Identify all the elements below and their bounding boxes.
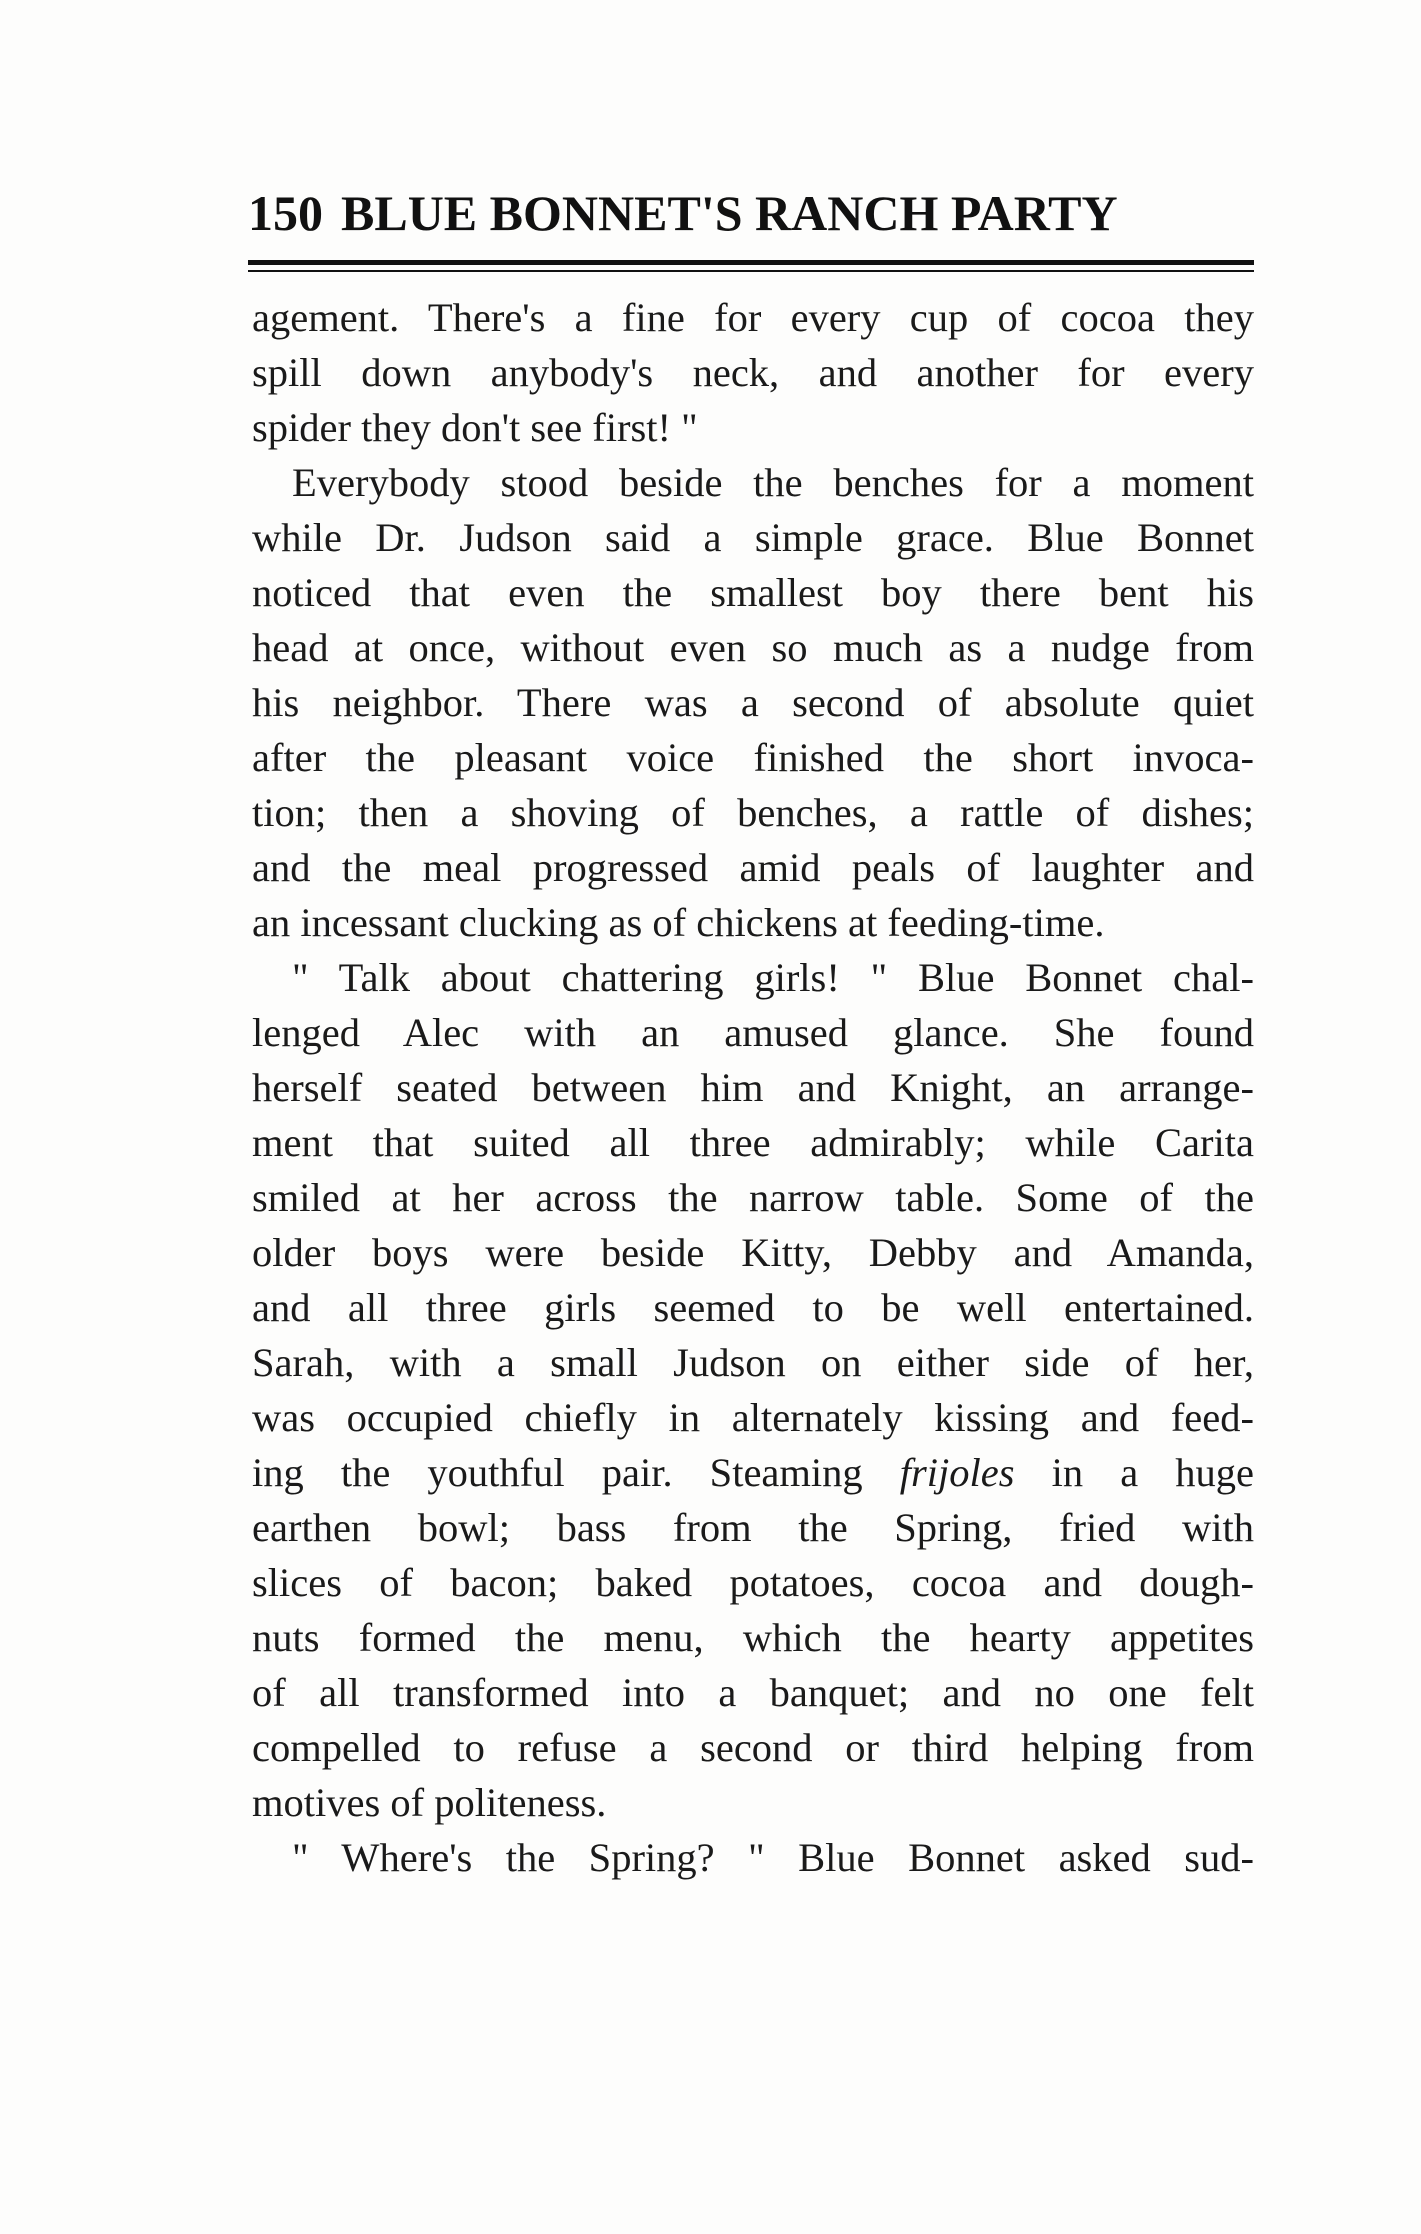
text-line: herself seated between him and Knight, an arrange- [252, 1065, 1254, 1110]
text-line: after the pleasant voice finished the short invoca- [252, 735, 1254, 780]
running-title: BLUE BONNET'S RANCH PARTY [341, 185, 1118, 241]
text-line: motives of politeness. [252, 1780, 607, 1825]
text-line: an incessant clucking as of chickens at feeding-time. [252, 900, 1105, 945]
text-line: earthen bowl; bass from the Spring, fried with [252, 1505, 1254, 1550]
text-line: lenged Alec with an amused glance. She found [252, 1010, 1254, 1055]
text-line: ment that suited all three admirably; while Carita [252, 1120, 1254, 1165]
body-text [252, 290, 1254, 1885]
text-line: smiled at her across the narrow table. Some of the [252, 1175, 1254, 1220]
text-line: tion; then a shoving of benches, a rattle of dishes; [252, 790, 1254, 835]
text-line: older boys were beside Kitty, Debby and Amanda, [252, 1230, 1254, 1275]
text-line: head at once, without even so much as a nudge from [252, 625, 1254, 670]
text-line: Sarah, with a small Judson on either side of her, [252, 1340, 1254, 1385]
text-line: slices of bacon; baked potatoes, cocoa and dough- [252, 1560, 1254, 1605]
text-line: compelled to refuse a second or third helping from [252, 1725, 1254, 1770]
text-line: noticed that even the smallest boy there bent his [252, 570, 1254, 615]
text-line: while Dr. Judson said a simple grace. Blue Bonnet [252, 515, 1254, 560]
text-line: of all transformed into a banquet; and no one felt [252, 1670, 1254, 1715]
text-line: spill down anybody's neck, and another for every [252, 350, 1254, 395]
text-line: " Talk about chattering girls! " Blue Bonnet chal- [292, 955, 1254, 1000]
text-line: ing the youthful pair. Steaming frijoles in a huge [252, 1450, 1254, 1495]
text-line: was occupied chiefly in alternately kissing and feed- [252, 1395, 1254, 1440]
text-line: and all three girls seemed to be well entertained. [252, 1285, 1254, 1330]
running-header [248, 178, 1258, 248]
text-line: nuts formed the menu, which the hearty appetites [252, 1615, 1254, 1660]
text-line: Everybody stood beside the benches for a moment [292, 460, 1254, 505]
italic-word: frijoles [899, 1450, 1015, 1495]
text-line: his neighbor. There was a second of absolute quiet [252, 680, 1254, 725]
text-line: agement. There's a fine for every cup of cocoa they [252, 295, 1254, 340]
header-rule-thick [248, 260, 1254, 265]
text-line: and the meal progressed amid peals of laughter and [252, 845, 1254, 890]
header-rule-thin [248, 270, 1254, 272]
page-number: 150 [248, 185, 323, 241]
text-line: spider they don't see first! " [252, 405, 698, 450]
text-line: " Where's the Spring? " Blue Bonnet asked sud- [292, 1835, 1254, 1880]
